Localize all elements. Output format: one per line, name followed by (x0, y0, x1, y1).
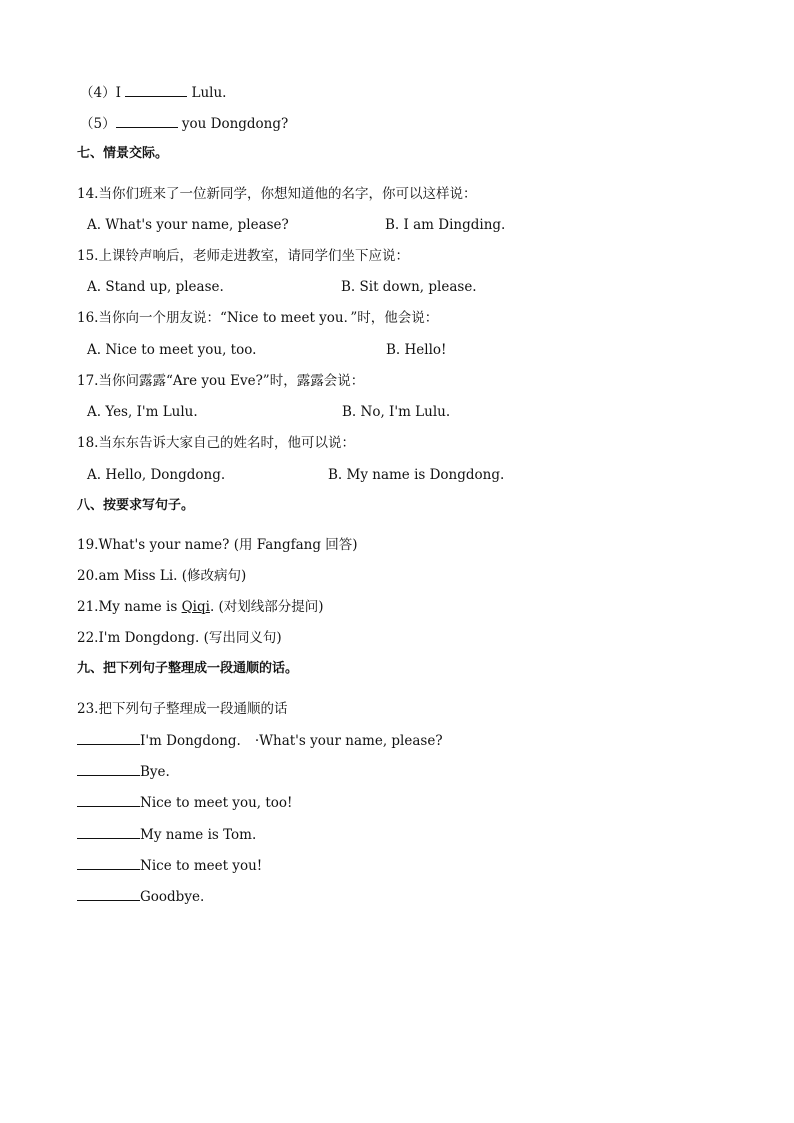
option-b: B. Hello! (386, 342, 447, 358)
underlined-word: Qiqi (181, 599, 210, 615)
fill-item-4 (80, 82, 226, 103)
ordering-sentence: My name is Tom. (140, 827, 257, 843)
question-text: 21.My name is (77, 599, 182, 615)
question-16: 16.当你向一个朋友说：“Nice to meet you．”时，他会说： (77, 310, 439, 326)
order-blank[interactable] (77, 855, 140, 870)
section-9-title: 九、把下列句子整理成一段通顺的话。 (77, 661, 299, 676)
question-15: 15.上课铃声响后，老师走进教室，请同学们坐下应说： (77, 248, 409, 264)
question-22: 22.I'm Dongdong. (写出同义句) (77, 630, 282, 646)
ordering-sentence: Goodbye. (140, 889, 205, 905)
ordering-line-3 (77, 792, 292, 813)
question-19: 19.What's your name? (用 Fangfang 回答) (77, 537, 358, 553)
question-14: 14.当你们班来了一位新同学，你想知道他的名字，你可以这样说： (77, 186, 477, 202)
item-text: I (115, 85, 126, 101)
ordering-line-2 (77, 761, 170, 782)
option-b: B. My name is Dongdong. (328, 467, 505, 483)
ordering-line-1 (77, 730, 443, 751)
ordering-line-4 (77, 824, 256, 845)
ordering-sentence: Bye. (140, 764, 170, 780)
option-b: B. Sit down, please. (341, 279, 477, 295)
item-text: you Dongdong? (177, 116, 289, 132)
section-7-title: 七、情景交际。 (77, 146, 169, 161)
question-17: 17.当你问露露“Are you Eve?”时，露露会说： (77, 373, 365, 389)
ordering-sentence: ·What's your name, please? (254, 733, 443, 749)
item-number: （5） (80, 116, 116, 132)
item-text: Lulu. (187, 85, 227, 101)
ordering-sentence: Nice to meet you! (140, 858, 263, 874)
question-20: 20.am Miss Li. (修改病句) (77, 568, 247, 584)
question-23: 23.把下列句子整理成一段通顺的话 (77, 701, 288, 717)
order-blank[interactable] (77, 886, 140, 901)
option-a: A. Hello, Dongdong. (87, 467, 226, 483)
option-a: A. What's your name, please? (87, 217, 289, 233)
option-b: B. No, I'm Lulu. (342, 404, 451, 420)
fill-item-5 (80, 113, 288, 134)
order-blank[interactable] (77, 761, 140, 776)
option-b: B. I am Dingding. (385, 217, 506, 233)
answer-blank[interactable] (116, 113, 178, 128)
option-a: A. Stand up, please. (87, 279, 224, 295)
ordering-line-5 (77, 855, 262, 876)
ordering-line-6 (77, 886, 204, 907)
section-8-title: 八、按要求写句子。 (77, 498, 195, 513)
question-text: . (对划线部分提问) (209, 599, 324, 615)
order-blank[interactable] (77, 824, 140, 839)
ordering-sentence: Nice to meet you, too! (140, 795, 293, 811)
option-a: A. Nice to meet you, too. (87, 342, 257, 358)
item-number: （4） (80, 85, 116, 101)
answer-blank[interactable] (125, 82, 187, 97)
question-18: 18.当东东告诉大家自己的姓名时，他可以说： (77, 435, 355, 451)
question-21 (77, 597, 324, 617)
order-blank[interactable] (77, 730, 140, 745)
ordering-sentence: I'm Dongdong. (140, 733, 241, 749)
option-a: A. Yes, I'm Lulu. (87, 404, 198, 420)
order-blank[interactable] (77, 792, 140, 807)
